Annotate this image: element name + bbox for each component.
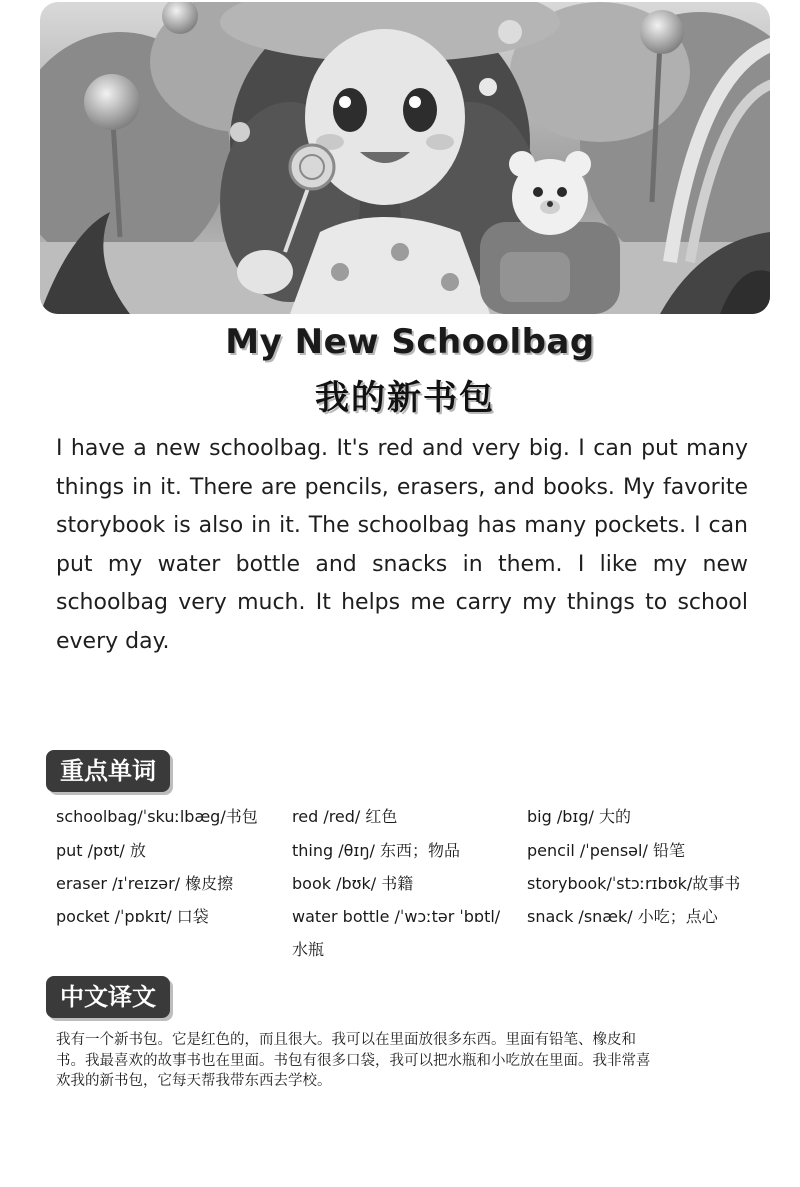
story-paragraph: I have a new schoolbag. It's red and very big. I can put many things in it. There are pencils, erasers, and books. My favorite storybook is also in it. The schoolbag has many pockets. I can put my water bottle and snacks in them. I like my new schoolbag very much. It helps me carry my things to school every day. — [56, 436, 748, 654]
vocab-item: pocket /ˈpɒkɪt/ 口袋 — [56, 907, 209, 926]
vocab-item: red /red/ 红色 — [292, 807, 398, 826]
girl-with-schoolbag-illustration — [40, 2, 770, 314]
title-english: My New Schoolbag — [225, 322, 595, 362]
vocab-item: thing /θɪŋ/ 东西；物品 — [292, 841, 460, 860]
vocab-item: put /pʊt/ 放 — [56, 841, 146, 860]
vocab-item: schoolbag/ˈskuːlbæg/书包 — [56, 807, 258, 826]
vocab-item: snack /snæk/ 小吃；点心 — [527, 907, 718, 926]
chinese-translation: 我有一个新书包。它是红色的，而且很大。我可以在里面放很多东西。里面有铅笔、橡皮和书。我最喜欢的故事书也在里面。书包有很多口袋，我可以把水瓶和小吃放在里面。我非常喜欢我的新书包，它每天帮我带东西去学校。 — [56, 1032, 651, 1089]
hero-illustration — [40, 2, 770, 314]
vocab-item: book /bʊk/ 书籍 — [292, 874, 414, 893]
vocab-item: storybook/ˈstɔːrɪbʊk/故事书 — [527, 874, 741, 893]
vocab-item: water bottle /ˈwɔːtər ˈbɒtl/ 水瓶 — [292, 907, 501, 959]
vocab-item: big /bɪg/ 大的 — [527, 807, 631, 826]
vocab-section-heading: 重点单词 — [46, 750, 170, 792]
translation-section-heading: 中文译文 — [46, 976, 170, 1018]
title-chinese: 我的新书包 — [315, 378, 495, 418]
vocab-item: eraser /ɪˈreɪzər/ 橡皮擦 — [56, 874, 234, 893]
vocab-item: pencil /ˈpensəl/ 铅笔 — [527, 841, 685, 860]
